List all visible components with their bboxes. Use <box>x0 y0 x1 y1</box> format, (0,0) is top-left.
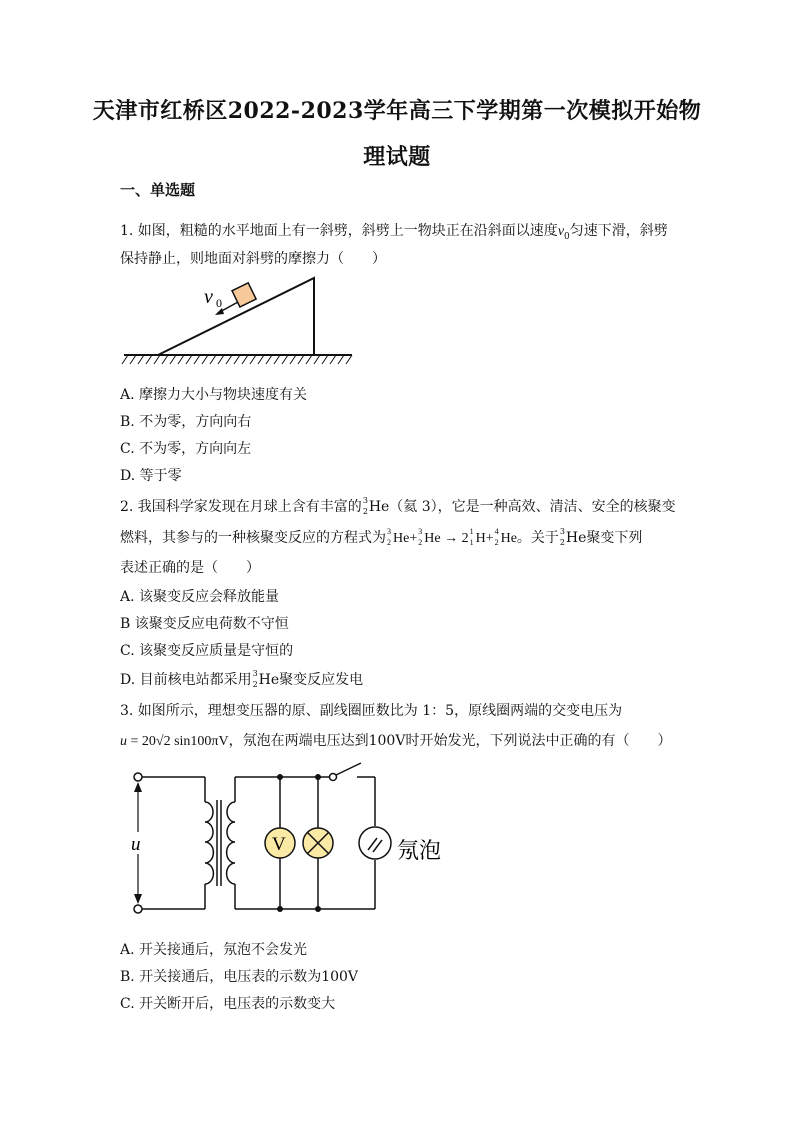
q1-v0: v <box>557 224 565 239</box>
q3-line2: u = 20√2 sin100πV，氖泡在两端电压达到100V时开始发光，下列说法中正确的有（ ） <box>120 733 672 749</box>
q2-option-c: C. 该聚变反应质量是守恒的 <box>120 643 294 659</box>
q3-option-c: C. 开关断开后，电压表的示数变大 <box>120 996 336 1012</box>
fig-u-label: u <box>131 834 141 855</box>
q1-option-d: D. 等于零 <box>120 468 182 484</box>
q3-option-b: B. 开关接通后，电压表的示数为100V <box>120 969 359 985</box>
q2-option-b: B 该聚变反应电荷数不守恒 <box>120 616 289 632</box>
q1-line2: 保持静止，则地面对斜劈的摩擦力（ ） <box>120 251 386 267</box>
page-title-line2: 理试题 <box>363 144 431 170</box>
q2-line2: 燃料，其参与的一种核聚变反应的方程式为 3 2 He+ 3 2 He → 2 1 1 H+ 4 2 He。关于 3 2 He聚变下列 <box>120 527 643 547</box>
q2-option-d: D. 目前核电站都采用 3 2 He聚变反应发电 <box>120 669 364 689</box>
section-heading: 一、单选题 <box>120 181 196 199</box>
q2-option-a: A. 该聚变反应会释放能量 <box>120 589 280 605</box>
q2-line1: 2. 我国科学家发现在月球上含有丰富的 3 2 He（氦 3），它是一种高效、清洁、安全的核聚变 <box>120 496 676 516</box>
q3-eq-voltage: = 20√2 sin100πV <box>127 734 229 749</box>
transformer-circuit-figure <box>125 762 455 922</box>
neon-label: 氖泡 <box>397 839 442 864</box>
q3-option-a: A. 开关接通后，氖泡不会发光 <box>120 942 308 958</box>
q3-eq-u: u <box>120 734 127 749</box>
switch-lever <box>336 763 361 775</box>
page-title-line1: 天津市红桥区2022-2023学年高三下学期第一次模拟开始物 <box>92 98 702 124</box>
q3-line1: 3. 如图所示，理想变压器的原、副线圈匝数比为 1：5，原线圈两端的交变电压为 <box>120 703 623 719</box>
svg-text:0: 0 <box>216 296 222 310</box>
incline-figure <box>118 276 358 366</box>
q2-line3: 表述正确的是（ ） <box>120 560 260 576</box>
voltmeter-label: V <box>272 834 286 855</box>
q1-line1: 1. 如图，粗糙的水平地面上有一斜劈，斜劈上一物块正在沿斜面以速度$v_0$匀速下滑，斜劈 <box>120 223 668 242</box>
fusion-equation: 3 2 He+ 3 2 He → 2 1 1 H+ 4 2 He <box>387 527 517 547</box>
q1-option-b: B. 不为零，方向向右 <box>120 414 252 430</box>
neon-bulb-symbol <box>359 827 391 859</box>
q1-option-c: C. 不为零，方向向左 <box>120 441 252 457</box>
fig-v0-label: v <box>204 286 213 308</box>
q1-option-a: A. 摩擦力大小与物块速度有关 <box>120 387 308 403</box>
